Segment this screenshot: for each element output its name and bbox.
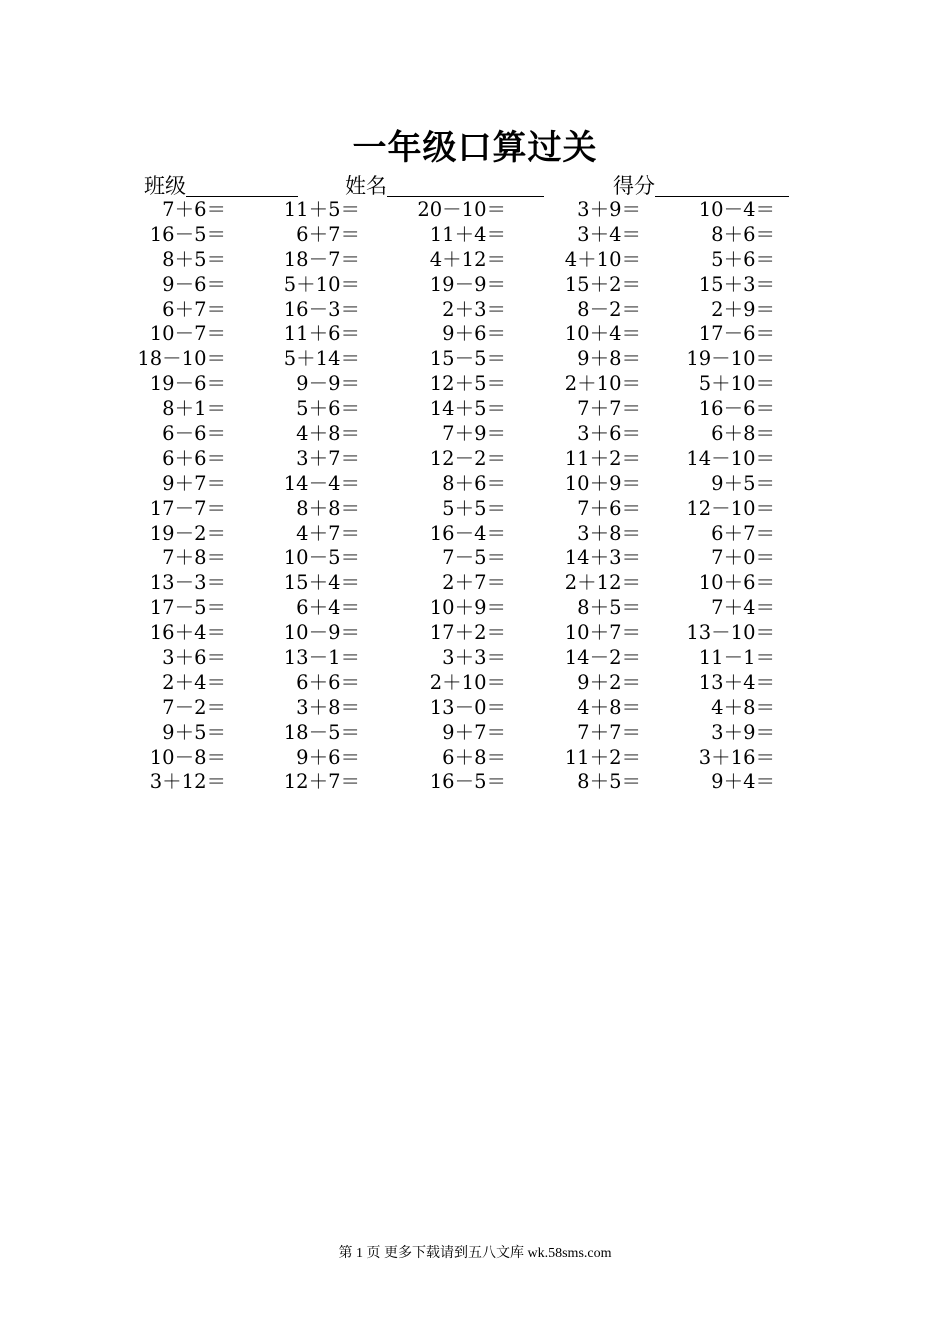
- score-label: 得分: [613, 174, 655, 198]
- problem-item: 14＋5＝: [429, 397, 506, 421]
- problem-item: 8－2＝: [577, 297, 641, 321]
- problem-row: [0, 497, 950, 522]
- problem-item: 16－5＝: [149, 222, 226, 246]
- problem-item: 9＋7＝: [442, 720, 506, 744]
- problem-item: 5＋5＝: [442, 496, 506, 520]
- problem-item: 10－5＝: [283, 546, 360, 570]
- problem-item: 12＋5＝: [429, 372, 506, 396]
- problem-row: [0, 248, 950, 273]
- problem-item: 9＋6＝: [296, 745, 360, 769]
- problem-item: 2＋10＝: [429, 670, 506, 694]
- problem-item: 3＋16＝: [698, 745, 775, 769]
- problem-item: 6＋4＝: [296, 596, 360, 620]
- problem-item: 14－2＝: [564, 646, 641, 670]
- problem-item: 12－2＝: [429, 446, 506, 470]
- problem-item: 10－8＝: [149, 745, 226, 769]
- problem-item: 2＋3＝: [442, 297, 506, 321]
- name-label: 姓名: [345, 174, 387, 198]
- problem-item: 18－10＝: [137, 347, 226, 371]
- problem-item: 6＋6＝: [162, 446, 226, 470]
- problem-item: 15－5＝: [429, 347, 506, 371]
- problem-item: 3＋6＝: [577, 422, 641, 446]
- problem-item: 7－2＝: [162, 695, 226, 719]
- class-field: [144, 172, 298, 200]
- problem-item: 5＋6＝: [711, 247, 775, 271]
- problem-item: 8＋5＝: [577, 596, 641, 620]
- problem-item: 13＋4＝: [698, 670, 775, 694]
- problem-row: [0, 546, 950, 571]
- problem-item: 13－0＝: [429, 695, 506, 719]
- problem-row: [0, 298, 950, 323]
- problem-item: 16－5＝: [429, 770, 506, 794]
- problem-item: 3＋9＝: [577, 198, 641, 221]
- problem-item: 10－4＝: [698, 198, 775, 221]
- problem-item: 9＋6＝: [442, 322, 506, 346]
- problem-item: 6＋7＝: [711, 521, 775, 545]
- problem-item: 3＋7＝: [296, 446, 360, 470]
- problem-row: [0, 198, 950, 223]
- problem-row: [0, 422, 950, 447]
- problem-item: 7＋4＝: [711, 596, 775, 620]
- problem-item: 14＋3＝: [564, 546, 641, 570]
- problem-item: 2＋12＝: [564, 571, 641, 595]
- problem-item: 9＋5＝: [162, 720, 226, 744]
- problem-row: [0, 273, 950, 298]
- problem-item: 7＋7＝: [577, 397, 641, 421]
- problem-item: 3＋6＝: [162, 646, 226, 670]
- problem-item: 11－1＝: [698, 646, 775, 670]
- problem-item: 16－3＝: [283, 297, 360, 321]
- problem-item: 3＋8＝: [296, 695, 360, 719]
- problem-item: 11＋4＝: [429, 222, 506, 246]
- score-blank-line[interactable]: [655, 174, 789, 197]
- problem-item: 15＋4＝: [283, 571, 360, 595]
- problem-item: 8＋1＝: [162, 397, 226, 421]
- problem-item: 10＋4＝: [564, 322, 641, 346]
- page-footer: 第 1 页 更多下载请到五八文库 wk.58sms.com: [338, 1246, 612, 1261]
- problem-item: 6＋8＝: [711, 422, 775, 446]
- problem-item: 17－6＝: [698, 322, 775, 346]
- problem-item: 5＋10＝: [283, 272, 360, 296]
- problem-row: [0, 770, 950, 795]
- problem-item: 10＋7＝: [564, 621, 641, 645]
- class-blank-line[interactable]: [186, 174, 298, 197]
- problem-row: [0, 397, 950, 422]
- problem-item: 11＋2＝: [564, 446, 641, 470]
- problem-item: 6＋6＝: [296, 670, 360, 694]
- problem-row: [0, 696, 950, 721]
- problem-item: 19－10＝: [686, 347, 775, 371]
- problem-row: [0, 447, 950, 472]
- problem-item: 4＋7＝: [296, 521, 360, 545]
- problem-item: 10＋9＝: [429, 596, 506, 620]
- problem-item: 10＋6＝: [698, 571, 775, 595]
- problem-row: [0, 646, 950, 671]
- problem-item: 3＋8＝: [577, 521, 641, 545]
- problem-item: 3＋9＝: [711, 720, 775, 744]
- problem-item: 12＋7＝: [283, 770, 360, 794]
- problem-item: 3＋12＝: [149, 770, 226, 794]
- page-title: 一年级口算过关: [352, 128, 598, 168]
- problem-item: 17＋2＝: [429, 621, 506, 645]
- problem-item: 2＋4＝: [162, 670, 226, 694]
- problem-item: 12－10＝: [686, 496, 775, 520]
- problem-item: 18－7＝: [283, 247, 360, 271]
- problem-item: 11＋5＝: [283, 198, 360, 221]
- class-label: 班级: [144, 174, 186, 198]
- problem-item: 2＋10＝: [564, 372, 641, 396]
- problem-item: 7＋6＝: [577, 496, 641, 520]
- problem-item: 5＋10＝: [698, 372, 775, 396]
- problem-item: 2＋7＝: [442, 571, 506, 595]
- problem-item: 2＋9＝: [711, 297, 775, 321]
- problem-row: [0, 621, 950, 646]
- problem-item: 9＋5＝: [711, 471, 775, 495]
- problem-item: 9－9＝: [296, 372, 360, 396]
- problem-item: 6＋8＝: [442, 745, 506, 769]
- problem-item: 7＋9＝: [442, 422, 506, 446]
- problem-row: [0, 322, 950, 347]
- problem-item: 14－10＝: [686, 446, 775, 470]
- problem-item: 7＋6＝: [162, 198, 226, 221]
- problem-item: 13－1＝: [283, 646, 360, 670]
- problem-item: 8＋8＝: [296, 496, 360, 520]
- problem-item: 16－4＝: [429, 521, 506, 545]
- problem-row: [0, 472, 950, 497]
- problem-item: 19－2＝: [149, 521, 226, 545]
- problem-item: 8＋6＝: [442, 471, 506, 495]
- problem-item: 17－5＝: [149, 596, 226, 620]
- problem-item: 15＋2＝: [564, 272, 641, 296]
- problem-row: [0, 671, 950, 696]
- problem-row: [0, 223, 950, 248]
- problem-row: [0, 746, 950, 771]
- problem-item: 7－5＝: [442, 546, 506, 570]
- problem-row: [0, 596, 950, 621]
- problem-item: 4＋8＝: [296, 422, 360, 446]
- problem-item: 19－6＝: [149, 372, 226, 396]
- problem-item: 17－7＝: [149, 496, 226, 520]
- problem-item: 14－4＝: [283, 471, 360, 495]
- problem-item: 10－9＝: [283, 621, 360, 645]
- problem-item: 16－6＝: [698, 397, 775, 421]
- problem-item: 16＋4＝: [149, 621, 226, 645]
- problem-row: [0, 522, 950, 547]
- problem-item: 9＋7＝: [162, 471, 226, 495]
- problem-item: 15＋3＝: [698, 272, 775, 296]
- problem-item: 11＋2＝: [564, 745, 641, 769]
- problem-item: 19－9＝: [429, 272, 506, 296]
- problem-item: 8＋5＝: [577, 770, 641, 794]
- problem-item: 4＋10＝: [564, 247, 641, 271]
- problem-item: 5＋14＝: [283, 347, 360, 371]
- name-blank-line[interactable]: [387, 174, 544, 197]
- problem-item: 4＋8＝: [711, 695, 775, 719]
- problem-item: 7＋7＝: [577, 720, 641, 744]
- problem-item: 7＋0＝: [711, 546, 775, 570]
- problem-item: 6＋7＝: [296, 222, 360, 246]
- problem-item: 9＋8＝: [577, 347, 641, 371]
- problem-item: 8＋6＝: [711, 222, 775, 246]
- problem-row: [0, 571, 950, 596]
- problem-item: 9＋2＝: [577, 670, 641, 694]
- problem-row: [0, 347, 950, 372]
- problem-item: 10－7＝: [149, 322, 226, 346]
- problem-item: 9＋4＝: [711, 770, 775, 794]
- problem-row: [0, 372, 950, 397]
- problem-item: 13－3＝: [149, 571, 226, 595]
- problem-item: 10＋9＝: [564, 471, 641, 495]
- score-field: [613, 172, 789, 200]
- problem-grid: [0, 198, 950, 795]
- problem-item: 5＋6＝: [296, 397, 360, 421]
- problem-item: 6－6＝: [162, 422, 226, 446]
- problem-item: 3＋3＝: [442, 646, 506, 670]
- problem-row: [0, 721, 950, 746]
- problem-item: 4＋12＝: [429, 247, 506, 271]
- problem-item: 20－10＝: [417, 198, 506, 221]
- problem-item: 11＋6＝: [283, 322, 360, 346]
- problem-item: 3＋4＝: [577, 222, 641, 246]
- problem-item: 8＋5＝: [162, 247, 226, 271]
- problem-item: 13－10＝: [686, 621, 775, 645]
- problem-item: 4＋8＝: [577, 695, 641, 719]
- problem-item: 9－6＝: [162, 272, 226, 296]
- problem-item: 6＋7＝: [162, 297, 226, 321]
- problem-item: 18－5＝: [283, 720, 360, 744]
- problem-item: 7＋8＝: [162, 546, 226, 570]
- name-field: [345, 172, 544, 200]
